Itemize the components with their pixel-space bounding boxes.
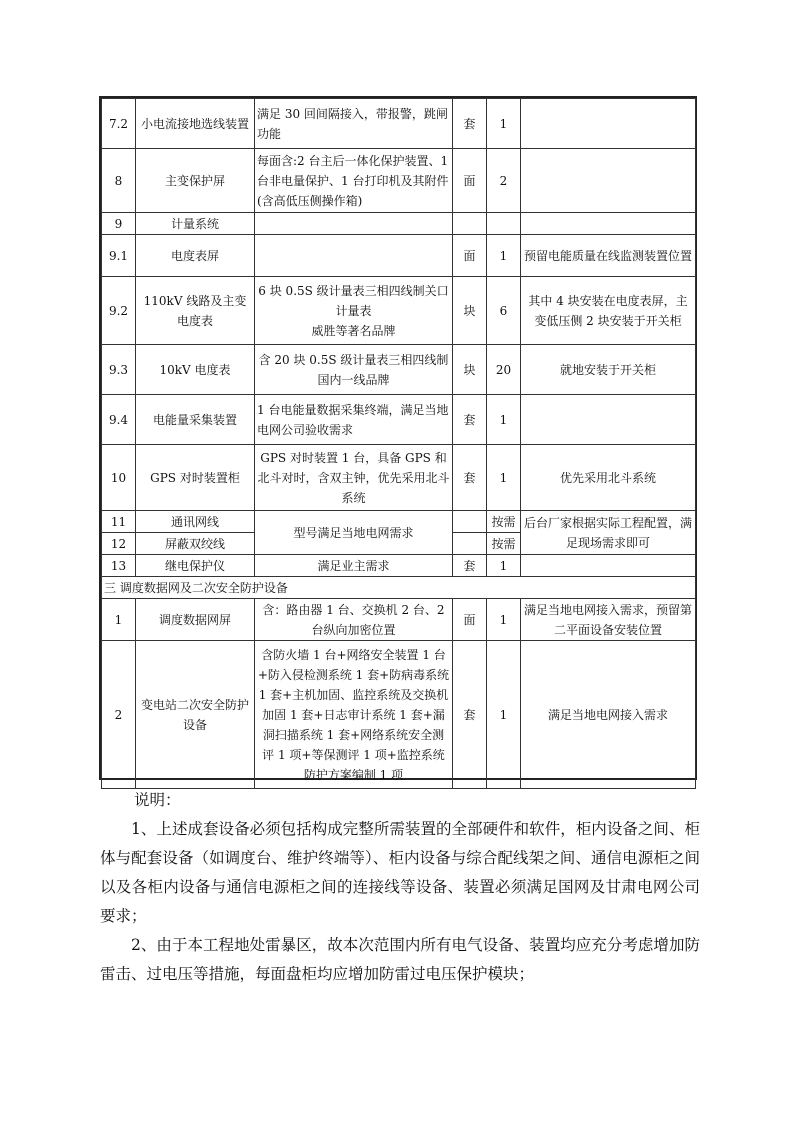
item-qty: 1 bbox=[487, 555, 521, 577]
table-row bbox=[102, 213, 696, 235]
item-name: 10kV 电度表 bbox=[136, 345, 255, 395]
item-spec: 含：路由器 1 台、交换机 2 台、2 台纵向加密位置 bbox=[255, 599, 453, 641]
item-spec-line: 6 块 0.5S 级计量表三相四线制关口计量表 bbox=[258, 283, 449, 318]
table-row bbox=[102, 149, 696, 213]
row-number: 7.2 bbox=[102, 99, 136, 149]
row-number: 8 bbox=[102, 149, 136, 213]
table-row bbox=[102, 277, 696, 345]
item-note: 优先采用北斗系统 bbox=[521, 445, 696, 511]
item-qty: 1 bbox=[487, 395, 521, 445]
row-number: 9.2 bbox=[102, 277, 136, 345]
item-spec bbox=[255, 235, 453, 277]
item-name: 110kV 线路及主变电度表 bbox=[136, 277, 255, 345]
notes-title: 说明： bbox=[134, 791, 181, 809]
notes-section bbox=[100, 786, 700, 989]
item-qty: 20 bbox=[487, 345, 521, 395]
item-note bbox=[521, 213, 696, 235]
item-unit bbox=[453, 533, 487, 555]
table-row bbox=[102, 641, 696, 789]
row-number: 9 bbox=[102, 213, 136, 235]
item-qty: 按需 bbox=[487, 511, 521, 533]
table-row bbox=[102, 445, 696, 511]
row-number: 1 bbox=[102, 599, 136, 641]
table-row bbox=[102, 99, 696, 149]
item-note bbox=[521, 395, 696, 445]
item-qty: 2 bbox=[487, 149, 521, 213]
table-row bbox=[102, 511, 696, 533]
item-qty: 1 bbox=[487, 445, 521, 511]
item-note: 满足当地电网接入需求 bbox=[521, 641, 696, 789]
item-qty: 6 bbox=[487, 277, 521, 345]
item-name: 继电保护仪 bbox=[136, 555, 255, 577]
section-heading-row bbox=[102, 577, 696, 599]
item-spec-merged: 型号满足当地电网需求 bbox=[255, 511, 453, 555]
item-name: 电能量采集装置 bbox=[136, 395, 255, 445]
item-note: 预留电能质量在线监测装置位置 bbox=[521, 235, 696, 277]
item-unit: 套 bbox=[453, 99, 487, 149]
item-qty: 1 bbox=[487, 599, 521, 641]
table-row bbox=[102, 345, 696, 395]
item-name: 主变保护屏 bbox=[136, 149, 255, 213]
item-spec: GPS 对时装置 1 台，具备 GPS 和北斗对时，含双主钟，优先采用北斗系统 bbox=[255, 445, 453, 511]
item-name: 屏蔽双绞线 bbox=[136, 533, 255, 555]
item-unit bbox=[453, 213, 487, 235]
item-unit: 面 bbox=[453, 235, 487, 277]
item-spec bbox=[255, 213, 453, 235]
item-spec: 含防火墙 1 台+网络安全装置 1 台+防入侵检测系统 1 套+防病毒系统 1 套+主机加固、监控系统及交换机加固 1 套+日志审计系统 1 套+漏洞扫描系统 1 套+网络系统安全测评 1 项+等保测评 1 项+监控系统防护方案编制 1 项 bbox=[255, 641, 453, 789]
item-note: 就地安装于开关柜 bbox=[521, 345, 696, 395]
item-unit: 块 bbox=[453, 277, 487, 345]
item-spec bbox=[255, 277, 453, 345]
section-heading: 三 调度数据网及二次安全防护设备 bbox=[102, 577, 696, 599]
item-qty: 1 bbox=[487, 641, 521, 789]
item-name: 电度表屏 bbox=[136, 235, 255, 277]
item-unit: 套 bbox=[453, 395, 487, 445]
item-unit: 套 bbox=[453, 641, 487, 789]
equipment-table-frame bbox=[99, 96, 697, 780]
item-spec-brand: 威胜等著名品牌 bbox=[311, 323, 396, 338]
item-name: 变电站二次安全防护设备 bbox=[136, 641, 255, 789]
row-number: 9.3 bbox=[102, 345, 136, 395]
item-note-merged: 后台厂家根据实际工程配置，满足现场需求即可 bbox=[521, 511, 696, 555]
item-note bbox=[521, 555, 696, 577]
item-qty bbox=[487, 213, 521, 235]
row-number: 11 bbox=[102, 511, 136, 533]
item-unit bbox=[453, 511, 487, 533]
row-number: 13 bbox=[102, 555, 136, 577]
item-name: GPS 对时装置柜 bbox=[136, 445, 255, 511]
equipment-table bbox=[101, 98, 696, 789]
item-spec: 满足业主需求 bbox=[255, 555, 453, 577]
item-unit: 套 bbox=[453, 445, 487, 511]
table-row bbox=[102, 555, 696, 577]
item-name: 通讯网线 bbox=[136, 511, 255, 533]
item-spec: 1 台电能量数据采集终端，满足当地电网公司验收需求 bbox=[255, 395, 453, 445]
item-unit: 面 bbox=[453, 599, 487, 641]
item-name: 调度数据网屏 bbox=[136, 599, 255, 641]
item-note: 满足当地电网接入需求，预留第二平面设备安装位置 bbox=[521, 599, 696, 641]
table-row bbox=[102, 235, 696, 277]
row-number: 12 bbox=[102, 533, 136, 555]
item-unit: 套 bbox=[453, 555, 487, 577]
item-unit: 面 bbox=[453, 149, 487, 213]
item-spec: 满足 30 回间隔接入，带报警，跳闸功能 bbox=[255, 99, 453, 149]
item-spec: 每面含:2 台主后一体化保护装置、1 台非电量保护、1 台打印机及其附件(含高低压侧操作箱) bbox=[255, 149, 453, 213]
item-qty: 按需 bbox=[487, 533, 521, 555]
item-note: 其中 4 块安装在电度表屏，主变低压侧 2 块安装于开关柜 bbox=[521, 277, 696, 345]
table-row bbox=[102, 599, 696, 641]
item-qty: 1 bbox=[487, 235, 521, 277]
notes-paragraph-1: 1、上述成套设备必须包括构成完整所需装置的全部硬件和软件，柜内设备之间、柜体与配套设备（如调度台、维护终端等）、柜内设备与综合配线架之间、通信电源柜之间以及各柜内设备与通信电源柜之间的连接线等设备、装置必须满足国网及甘肃电网公司要求； bbox=[100, 820, 700, 925]
item-name: 小电流接地选线装置 bbox=[136, 99, 255, 149]
item-note bbox=[521, 99, 696, 149]
row-number: 9.4 bbox=[102, 395, 136, 445]
item-note bbox=[521, 149, 696, 213]
table-row bbox=[102, 395, 696, 445]
row-number: 2 bbox=[102, 641, 136, 789]
item-name: 计量系统 bbox=[136, 213, 255, 235]
row-number: 9.1 bbox=[102, 235, 136, 277]
item-qty: 1 bbox=[487, 99, 521, 149]
row-number: 10 bbox=[102, 445, 136, 511]
notes-paragraph-2: 2、由于本工程地处雷暴区，故本次范围内所有电气设备、装置均应充分考虑增加防雷击、过电压等措施，每面盘柜均应增加防雷过电压保护模块； bbox=[100, 936, 700, 983]
item-unit: 块 bbox=[453, 345, 487, 395]
item-spec: 含 20 块 0.5S 级计量表三相四线制国内一线品牌 bbox=[255, 345, 453, 395]
